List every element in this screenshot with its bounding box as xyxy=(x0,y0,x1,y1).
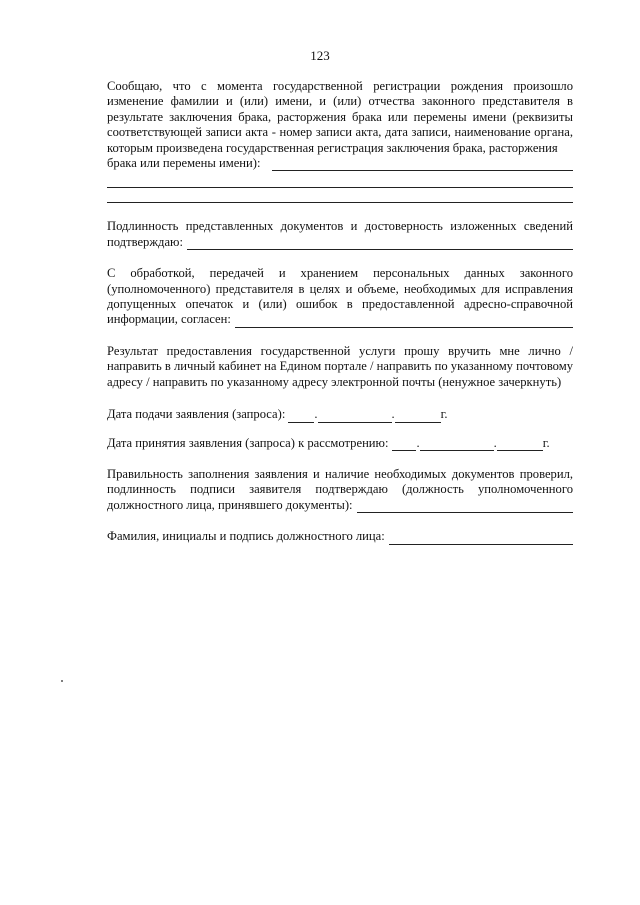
verification-field[interactable] xyxy=(357,500,573,513)
name-change-field-line-2[interactable] xyxy=(107,171,573,188)
acceptance-year-field[interactable] xyxy=(497,438,543,451)
consent-label: информации, согласен: xyxy=(107,312,231,327)
name-change-text: Сообщаю, что с момента государственной регистрации рождения произошло изменение фамилии и (или) имени, и (или) отчества законного представителя в результате заключения брака, расторжения брака или перемены имени (реквизиты соответствующей записи акта - номер записи акта, дата записи, наименование органа, которым произведена государственная регистрация заключения брака, расторжения xyxy=(107,79,573,155)
authenticity-section xyxy=(107,219,573,250)
official-signature-label: Фамилия, инициалы и подпись должностного лица: xyxy=(107,529,385,544)
verification-last-line xyxy=(107,498,573,513)
consent-text: С обработкой, передачей и хранением персональных данных законного (уполномоченного) представителя в целях и объеме, необходимых для исправления допущенных опечаток и (или) ошибок в предоставленной адресно-справочной xyxy=(107,266,573,312)
submission-date-dot-2: . xyxy=(391,407,395,422)
result-delivery-text: Результат предоставления государственной услуги прошу вручить мне лично / направить в личный кабинет на Едином портале / направить по указанному почтовому адресу / направить по указанному адресу электронной почты (ненужное зачеркнуть) xyxy=(107,343,573,389)
submission-year-field[interactable] xyxy=(395,410,441,423)
submission-date-dot-1: . xyxy=(314,407,318,422)
consent-section xyxy=(107,266,573,328)
submission-date-label: Дата подачи заявления (запроса): xyxy=(107,407,286,422)
submission-date-row xyxy=(107,407,573,422)
scan-speck xyxy=(61,680,63,682)
official-signature-row xyxy=(107,529,573,544)
acceptance-date-dot-2: . xyxy=(493,435,497,450)
official-signature-field[interactable] xyxy=(389,532,573,545)
verification-section xyxy=(107,467,573,513)
authenticity-field[interactable] xyxy=(187,237,573,250)
result-delivery-section xyxy=(107,344,573,390)
acceptance-date-row xyxy=(107,436,573,451)
acceptance-date-label: Дата принятия заявления (запроса) к рассмотрению: xyxy=(107,435,389,450)
name-change-field-line-3[interactable] xyxy=(107,188,573,203)
name-change-last-line xyxy=(107,156,573,171)
authenticity-text: Подлинность представленных документов и достоверность изложенных сведений xyxy=(107,219,573,234)
name-change-field[interactable] xyxy=(272,158,573,171)
name-change-section xyxy=(107,79,573,203)
consent-field[interactable] xyxy=(235,315,573,328)
form-content xyxy=(107,79,573,545)
verification-text: Правильность заполнения заявления и наличие необходимых документов проверил, подлинность подписи заявителя подтверждаю (должность уполномоченного xyxy=(107,466,573,497)
authenticity-label: подтверждаю: xyxy=(107,234,183,249)
authenticity-last-line xyxy=(107,235,573,250)
acceptance-month-field[interactable] xyxy=(420,438,494,451)
submission-month-field[interactable] xyxy=(318,410,392,423)
verification-label: должностного лица, принявшего документы): xyxy=(107,497,353,512)
acceptance-date-dot-1: . xyxy=(416,435,420,450)
name-change-label: брака или перемены имени): xyxy=(107,156,261,171)
acceptance-day-field[interactable] xyxy=(392,438,416,451)
submission-day-field[interactable] xyxy=(288,410,314,423)
acceptance-year-suffix: г. xyxy=(542,435,550,450)
submission-year-suffix: г. xyxy=(440,407,448,422)
consent-last-line xyxy=(107,312,573,327)
page-number: 123 xyxy=(310,48,330,63)
